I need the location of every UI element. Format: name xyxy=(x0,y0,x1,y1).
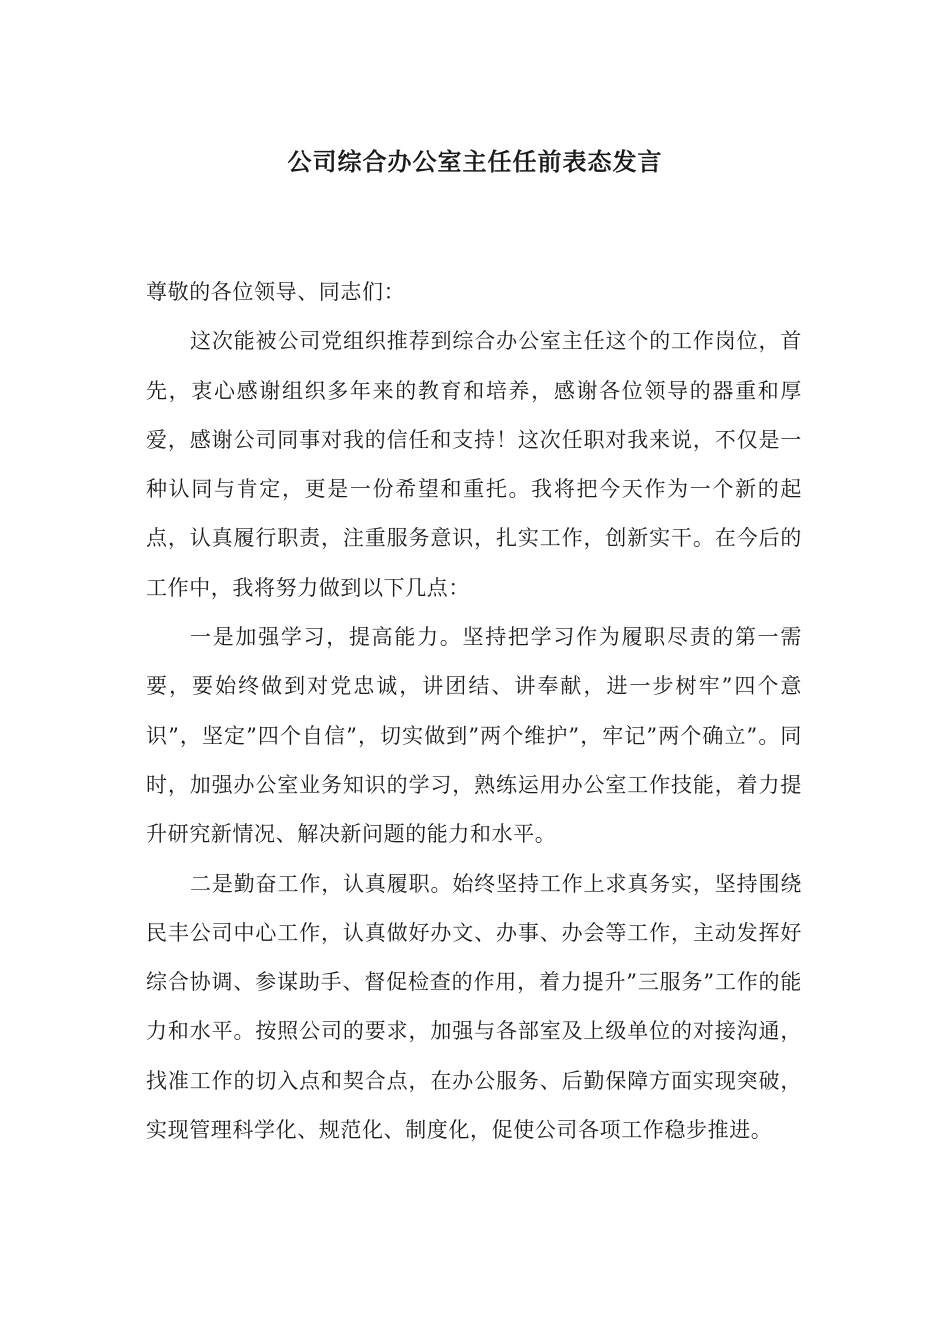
paragraph-introduction: 这次能被公司党组织推荐到综合办公室主任这个的工作岗位，首先，衷心感谢组织多年来的教育和培养，感谢各位领导的器重和厚爱，感谢公司同事对我的信任和支持！这次任职对我来说，不仅是一种认同与肯定，更是一份希望和重托。我将把今天作为一个新的起点，认真履行职责，注重服务意识，扎实工作，创新实干。在今后的工作中，我将努力做到以下几点： xyxy=(146,329,802,600)
document-body xyxy=(146,268,802,1155)
salutation: 尊敬的各位领导、同志们： xyxy=(146,280,406,304)
document-title: 公司综合办公室主任任前表态发言 xyxy=(287,147,663,176)
paragraph-point-two: 二是勤奋工作，认真履职。始终坚持工作上求真务实，坚持围绕民丰公司中心工作，认真做好办文、办事、办会等工作，主动发挥好综合协调、参谋助手、督促检查的作用，着力提升”三服务”工作的能力和水平。按照公司的要求，加强与各部室及上级单位的对接沟通，找准工作的切入点和契合点，在办公服务、后勤保障方面实现突破，实现管理科学化、规范化、制度化，促使公司各项工作稳步推进。 xyxy=(146,871,802,1143)
paragraph-point-one: 一是加强学习，提高能力。坚持把学习作为履职尽责的第一需要，要始终做到对党忠诚，讲团结、讲奉献，进一步树牢”四个意识”，坚定”四个自信”，切实做到”两个维护”，牢记”两个确立”。同时，加强办公室业务知识的学习，熟练运用办公室工作技能，着力提升研究新情况、解决新问题的能力和水平。 xyxy=(146,625,802,847)
